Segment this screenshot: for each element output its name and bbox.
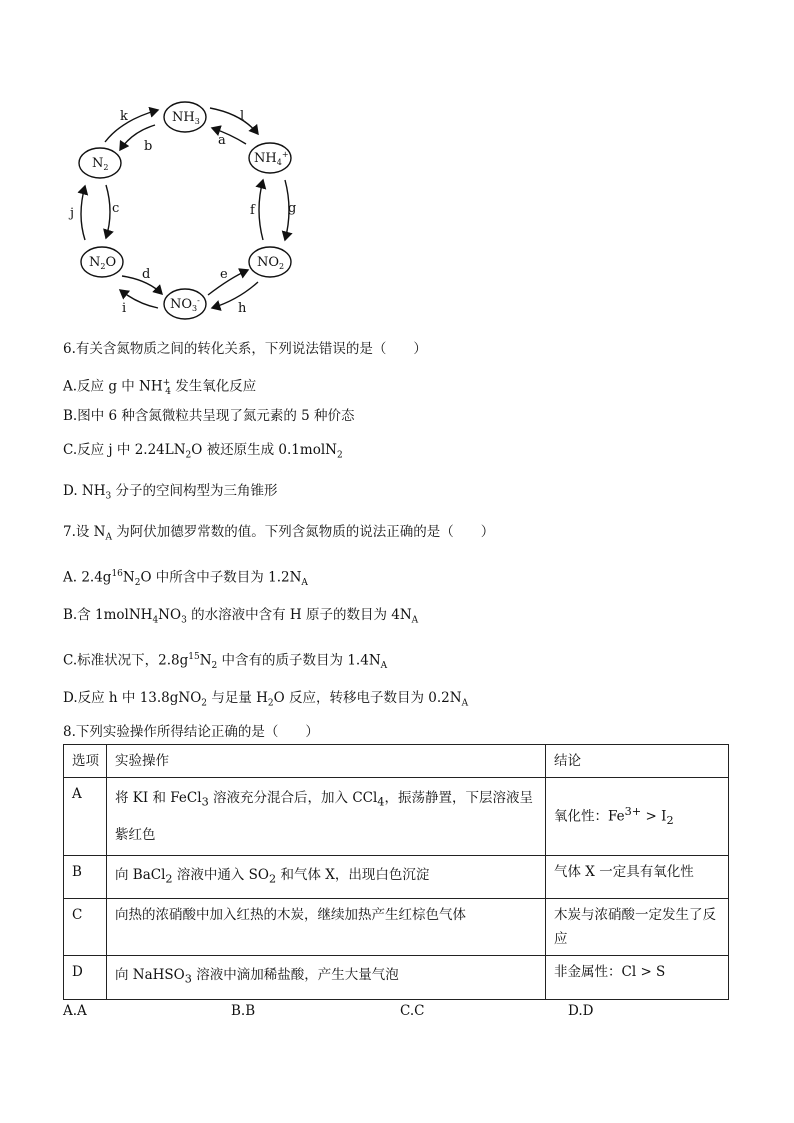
q7-stem: 7.设 $N_A$ 为阿伏加德罗常数的值。下列含氮物质的说法正确的是（ ） bbox=[63, 524, 495, 543]
answer-d[interactable]: D.D bbox=[568, 1003, 594, 1019]
label-n2: $N_2$ bbox=[92, 156, 109, 172]
answer-c[interactable]: C.C bbox=[400, 1003, 425, 1019]
arrow-label-g: g bbox=[288, 201, 297, 216]
label-no3: $NO_3^-$ bbox=[170, 296, 200, 313]
q6-option-d[interactable]: D. $NH_3$ 分子的空间构型为三角锥形 bbox=[63, 483, 278, 502]
q6-option-a[interactable]: A.反应 g 中 $NH^+_4$ 发生氧化反应 bbox=[63, 378, 257, 398]
q7-option-c[interactable]: C.标准状况下，$2.8g^{15}N_2$ 中含有的质子数目为 $1.4N_A$ bbox=[63, 652, 388, 672]
row-operation: 向 BaCl$_2$ 溶液中通入 $SO_2$ 和气体 X，出现白色沉淀 bbox=[107, 855, 546, 899]
arrow-e bbox=[208, 270, 248, 295]
header-conclusion: 结论 bbox=[546, 745, 729, 778]
row-conclusion: 气体 X 一定具有氧化性 bbox=[546, 855, 729, 899]
nitrogen-cycle-diagram bbox=[60, 90, 310, 330]
q7-option-a[interactable]: A. $2.4g^{16}N_2O$ 中所含中子数目为 $1.2N_A$ bbox=[63, 569, 308, 589]
experiment-table bbox=[63, 744, 729, 1000]
q7-option-b[interactable]: B.含 $1molNH_4NO_3$ 的水溶液中含有 H 原子的数目为 $4N_A$ bbox=[63, 607, 419, 626]
q6-option-b[interactable]: B.图中 6 种含氮微粒共呈现了氮元素的 5 种价态 bbox=[63, 408, 355, 424]
table-header-row bbox=[64, 745, 729, 778]
q6-option-c[interactable]: C.反应 j 中 $2.24LN_2O$ 被还原生成 0.1molN$_2$ bbox=[63, 442, 343, 461]
row-operation: 将 KI 和 FeCl$_3$ 溶液充分混合后，加入 CCl$_4$，振荡静置，下层溶液呈紫红色 bbox=[107, 778, 546, 856]
label-n2o: $N_2O$ bbox=[89, 255, 117, 271]
answer-b[interactable]: B.B bbox=[231, 1003, 256, 1019]
row-conclusion: 非金属性：Cl > S bbox=[546, 956, 729, 1000]
row-conclusion: 木炭与浓硝酸一定发生了反应 bbox=[546, 899, 729, 956]
row-option: A bbox=[64, 778, 107, 856]
table-row bbox=[64, 956, 729, 1000]
row-operation: 向 NaHSO$_3$ 溶液中滴加稀盐酸，产生大量气泡 bbox=[107, 956, 546, 1000]
arrow-f bbox=[259, 180, 263, 240]
row-conclusion: 氧化性：$Fe^{3+} > I_2$ bbox=[546, 778, 729, 856]
answer-a[interactable]: A.A bbox=[63, 1003, 87, 1019]
table-row bbox=[64, 899, 729, 956]
header-option: 选项 bbox=[64, 745, 107, 778]
arrow-h bbox=[212, 282, 258, 308]
label-nh3: $NH_3$ bbox=[172, 110, 200, 126]
table-row bbox=[64, 778, 729, 856]
row-operation: 向热的浓硝酸中加入红热的木炭，继续加热产生红棕色气体 bbox=[107, 899, 546, 956]
arrow-label-l: l bbox=[240, 109, 245, 124]
arrow-j bbox=[81, 186, 85, 240]
label-nh4: $NH_4^+$ bbox=[254, 150, 289, 167]
header-operation: 实验操作 bbox=[107, 745, 546, 778]
q6-stem: 6.有关含氮物质之间的转化关系，下列说法错误的是（ ） bbox=[63, 341, 427, 357]
q8-stem: 8.下列实验操作所得结论正确的是（ ） bbox=[63, 724, 319, 740]
arrow-label-d: d bbox=[142, 267, 151, 282]
arrow-label-h: h bbox=[238, 301, 247, 316]
arrow-label-b: b bbox=[144, 139, 153, 154]
arrow-label-i: i bbox=[122, 301, 127, 316]
arrow-label-k: k bbox=[120, 109, 128, 124]
row-option: C bbox=[64, 899, 107, 956]
arrow-label-j: j bbox=[70, 206, 75, 221]
arrow-c bbox=[106, 185, 110, 238]
arrow-label-c: c bbox=[112, 201, 120, 216]
table-row bbox=[64, 855, 729, 899]
arrow-label-e: e bbox=[220, 267, 228, 282]
q7-option-d[interactable]: D.反应 h 中 13.8gNO$_2$ 与足量 $H_2O$ 反应，转移电子数目为 $0.2N_A$ bbox=[63, 690, 469, 709]
label-no2: $NO_2$ bbox=[257, 255, 285, 271]
arrow-label-f: f bbox=[250, 203, 255, 218]
row-option: D bbox=[64, 956, 107, 1000]
arrow-label-a: a bbox=[218, 133, 226, 148]
row-option: B bbox=[64, 855, 107, 899]
